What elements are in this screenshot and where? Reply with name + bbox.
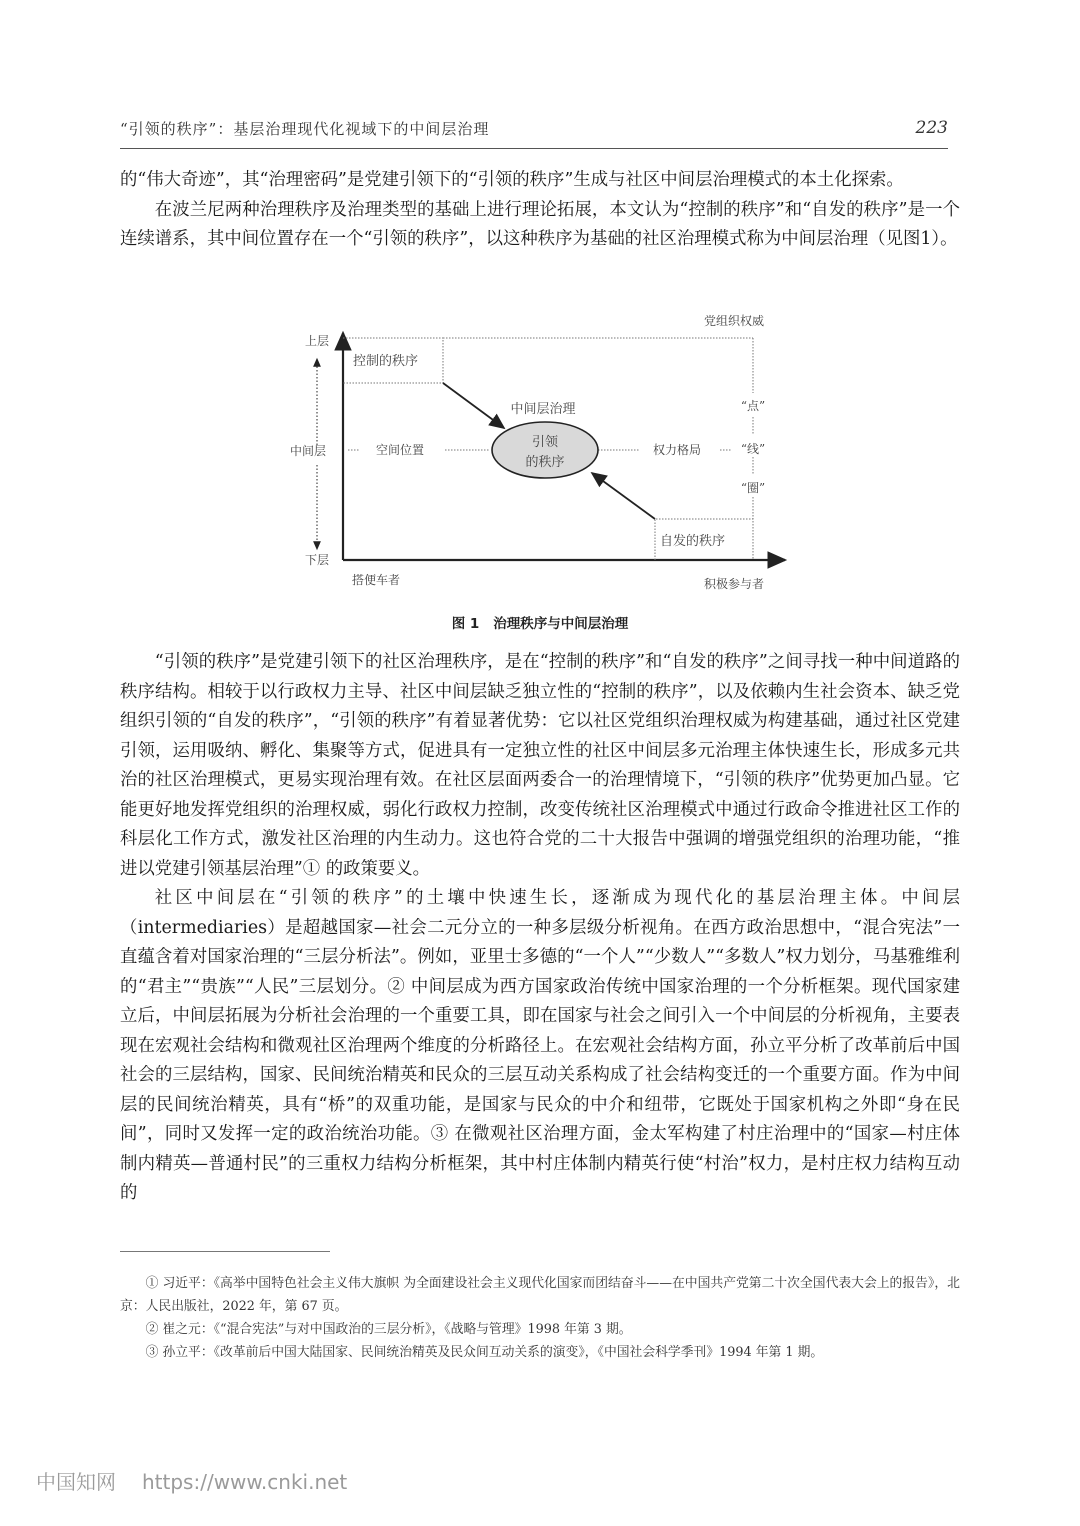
label-spatial-position: 空间位置 [375,443,425,457]
label-line: “线” [740,442,766,456]
footnote-divider [120,1251,330,1252]
label-middle-governance: 中间层治理 [510,402,576,417]
label-circle: “圈” [740,481,766,495]
label-free-rider: 搭便车者 [352,573,401,587]
label-upper-layer: 上层 [304,334,330,348]
label-party-authority: 党组织权威 [703,314,764,328]
footnotes [120,1272,960,1364]
label-ellipse-line2: 的秩序 [525,455,565,470]
paragraph: 社区中间层在“引领的秩序”的土壤中快速生长，逐渐成为现代化的基层治理主体。中间层（intermediaries）是超越国家—社会二元分立的一种多层级分析视角。在西方政治思想中，“混合宪法”一直蕴含着对国家治理的“三层分析法”。例如，亚里士多德的“一个人”“少数人”“多数人”权力划分，马基雅维利的“君主”“贵族”“人民”三层划分。② 中间层成为西方国家政治传统中国家治理的一个分析框架。现代国家建立后，中间层拓展为分析社会治理的一个重要工具，即在国家与社会之间引入一个中间层的分析视角，主要表现在宏观社会结构和微观社区治理两个维度的分析路径上。在宏观社会结构方面，孙立平分析了改革前后中国社会的三层结构，国家、民间统治精英和民众的三层互动关系构成了社会结构变迁的一个重要方面。作为中间层的民间统治精英，具有“桥”的双重功能，是国家与民众的中介和纽带，它既处于国家机构之外即“身在民间”，同时又发挥一定的政治统治功能。③ 在微观社区治理方面，金太军构建了村庄治理中的“国家—村庄体制内精英—普通村民”的三重权力结构分析框架，其中村庄体制内精英行使“村治”权力，是村庄权力结构互动的 [120,888,960,1203]
label-lower-layer: 下层 [304,553,330,567]
label-ellipse-line1: 引领 [531,435,559,450]
label-power-pattern: 权力格局 [652,443,702,457]
paragraph: “引领的秩序”是党建引领下的社区治理秩序，是在“控制的秩序”和“自发的秩序”之间寻找一种中间道路的秩序结构。相较于以行政权力主导、社区中间层缺乏独立性的“控制的秩序”，以及依赖内生社会资本、缺乏党组织引领的“自发的秩序”，“引领的秩序”有着显著优势：它以社区党组织治理权威为构建基础，通过社区党建引领，运用吸纳、孵化、集聚等方式，促进具有一定独立性的社区中间层多元治理主体快速生长，形成多元共治的社区治理模式，更易实现治理有效。在社区层面两委合一的治理情境下，“引领的秩序”优势更加凸显。它能更好地发挥党组织的治理权威，弱化行政权力控制，改变传统社区治理模式中通过行政命令推进社区工作的科层化工作方式，激发社区治理的内生动力。这也符合党的二十大报告中强调的增强党组织的治理功能，“推进以党建引领基层治理”① 的政策要义。 [120,652,960,879]
running-header [120,118,948,149]
running-title: “引领的秩序”：基层治理现代化视域下的中间层治理 [120,120,490,138]
watermark-url: https://www.cnki.net [142,1470,348,1494]
footnote: ② 崔之元：《“混合宪法”与对中国政治的三层分析》，《战略与管理》1998 年第 3 期。 [145,1322,632,1337]
label-controlled-order: 控制的秩序 [353,354,419,369]
paragraph: 的“伟大奇迹”，其“治理密码”是党建引领下的“引领的秩序”生成与社区中间层治理模式的本土化探索。 [120,170,904,190]
figure-number: 图 1 [451,616,480,632]
footnote: ③ 孙立平：《改革前后中国大陆国家、民间统治精英及民众间互动关系的演变》，《中国社会科学季刊》1994 年第 1 期。 [145,1345,824,1360]
cnki-watermark [36,1466,347,1495]
footnote: ① 习近平：《高举中国特色社会主义伟大旗帜 为全面建设社会主义现代化国家而团结奋斗——在中国共产党第二十次全国代表大会上的报告》，北京：人民出版社，2022 年，第 67 页。 [120,1276,960,1314]
figure-caption [120,612,960,632]
watermark-brand: 中国知网 [36,1470,116,1494]
figure-title: 治理秩序与中间层治理 [493,616,629,632]
paragraph: 在波兰尼两种治理秩序及治理类型的基础上进行理论拓展，本文认为“控制的秩序”和“自发的秩序”是一个连续谱系，其中间位置存在一个“引领的秩序”，以这种秩序为基础的社区治理模式称为中间层治理（见图1）。 [120,199,960,249]
label-middle-layer: 中间层 [289,444,327,458]
label-point: “点” [740,399,766,413]
page-number: 223 [915,118,948,138]
control-to-leading-arrow [443,383,504,428]
figure-1-diagram [280,305,790,625]
label-spontaneous-order: 自发的秩序 [660,534,726,549]
main-text [120,648,960,1209]
spontaneous-to-leading-arrow [592,473,655,519]
intro-text [120,166,960,255]
label-active-participant: 积极参与者 [703,577,764,591]
